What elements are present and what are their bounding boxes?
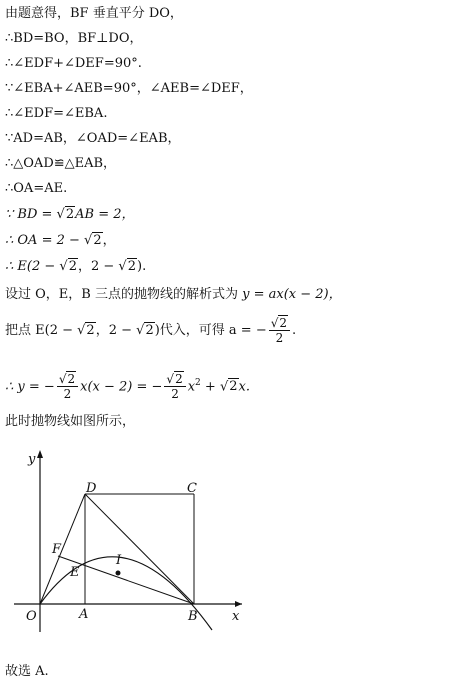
line-7: ∴△OAD≌△EAB，: [5, 156, 117, 171]
line-8: ∴OA=AE.: [5, 181, 68, 196]
fraction: $\frac{√2}{2}$: [57, 372, 78, 401]
line-11: ∴ E(2 − √2，2 − √2).: [5, 259, 147, 274]
segment-fb: [58, 556, 194, 604]
label-y: y: [28, 452, 36, 467]
line-15: 此时抛物线如图所示，: [5, 414, 136, 429]
y-axis-arrow-icon: [37, 450, 43, 458]
sqrt-symbol: √2: [118, 259, 136, 274]
line-4: ∵∠EBA+∠AEB=90°，∠AEB=∠DEF，: [5, 81, 253, 96]
label-b: B: [188, 609, 198, 624]
parabola-curve: [40, 557, 212, 630]
label-d: D: [86, 481, 97, 496]
point-i: [116, 571, 121, 576]
sqrt-symbol: √2: [77, 323, 95, 338]
line-3: ∴∠EDF+∠DEF=90°.: [5, 56, 142, 71]
line-10: ∴ OA = 2 − √2，: [5, 233, 116, 248]
segment-db: [85, 494, 194, 604]
label-f: F: [52, 542, 62, 557]
line-2: ∴BD=BO，BF⊥DO，: [5, 31, 143, 46]
answer-line: 故选 A.: [5, 664, 49, 679]
label-o: O: [26, 609, 37, 624]
line-6: ∵AD=AB，∠OAD=∠EAB，: [5, 131, 181, 146]
fraction: $\frac{√2}{2}$: [164, 372, 185, 401]
fraction: $\frac{√2}{2}$: [269, 316, 290, 345]
line-5: ∴∠EDF=∠EBA.: [5, 106, 108, 121]
label-i: I: [116, 553, 122, 568]
label-e: E: [70, 565, 80, 580]
line-1: 由题意得，BF 垂直平分 DO，: [5, 6, 183, 21]
sqrt-symbol: √2: [219, 379, 238, 395]
line-14: ∴ y = − $\frac{√2}{2}$ x(x − 2) = − $\frac{√2}{2}$ $x^2 + √2x$.: [5, 372, 250, 402]
line-9: ∵ BD = √2AB = 2，: [5, 207, 135, 222]
label-x: x: [232, 609, 240, 624]
x-axis-arrow-icon: [235, 601, 242, 607]
line-12: 设过 O，E，B 三点的抛物线的解析式为 y = ax(x − 2)，: [5, 287, 342, 302]
label-c: C: [187, 481, 197, 496]
sqrt-symbol: √2: [84, 233, 102, 248]
sqrt-symbol: √2: [136, 323, 154, 338]
sqrt-symbol: √2: [56, 207, 75, 222]
line-13: 把点 E(2 − √2，2 − √2)代入，可得 a = − $\frac{√2}{2}$ .: [5, 316, 297, 345]
sqrt-symbol: √2: [59, 259, 77, 274]
label-a: A: [79, 607, 89, 622]
segment-od: [40, 494, 85, 604]
parabola-figure: [10, 448, 250, 634]
